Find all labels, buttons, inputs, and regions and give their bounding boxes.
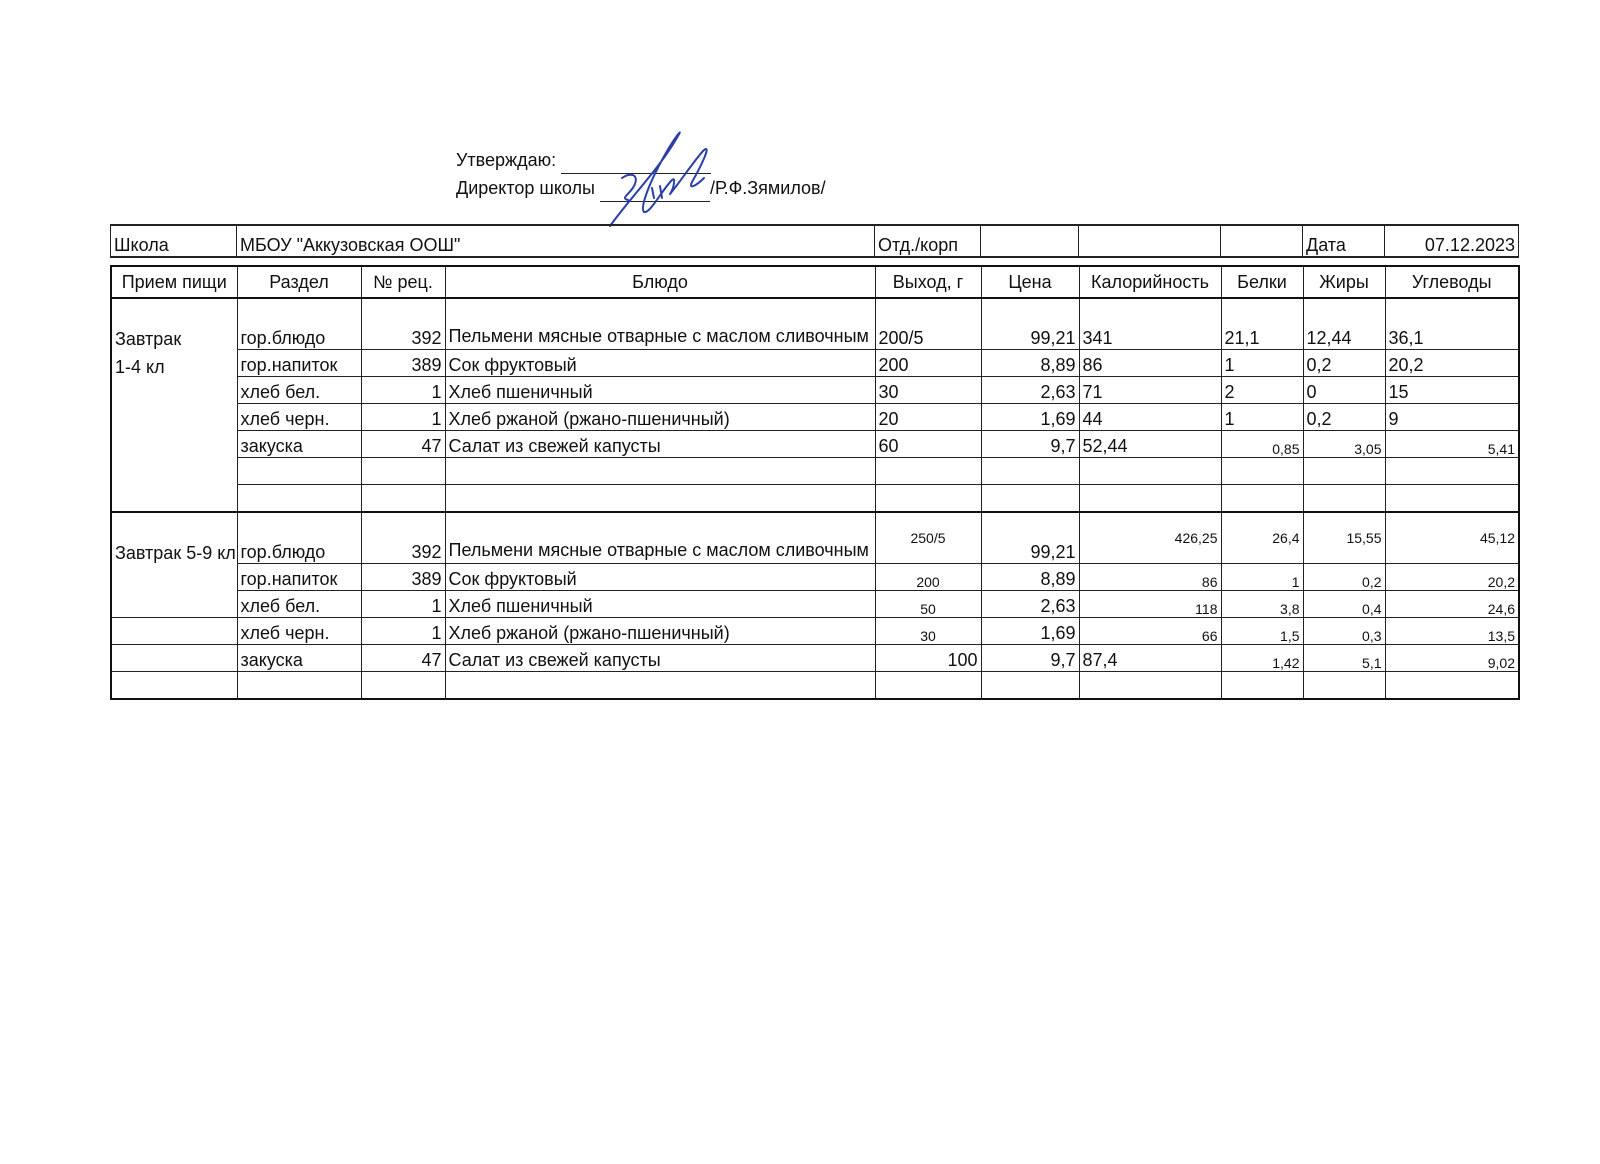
- header-empty-cell: [1221, 225, 1303, 257]
- calories-cell: 87,4: [1079, 645, 1221, 672]
- carbs-cell: 36,1: [1385, 298, 1519, 350]
- col-header: Прием пищи: [111, 266, 237, 298]
- protein-cell: 26,4: [1221, 512, 1303, 564]
- recipe-cell: 1: [361, 404, 445, 431]
- meal-name: Завтрак 1-4 кл: [111, 298, 237, 512]
- fat-cell: 0,2: [1303, 404, 1385, 431]
- recipe-cell: 389: [361, 350, 445, 377]
- col-header: Раздел: [237, 266, 361, 298]
- protein-cell: 1: [1221, 350, 1303, 377]
- col-header: Углеводы: [1385, 266, 1519, 298]
- dish-cell: Сок фруктовый: [445, 350, 875, 377]
- signature-mark: [600, 128, 730, 238]
- protein-cell: 1: [1221, 404, 1303, 431]
- dish-cell: Салат из свежей капусты: [445, 645, 875, 672]
- section-cell: хлеб бел.: [237, 591, 361, 618]
- carbs-cell: 9,02: [1385, 645, 1519, 672]
- date-label: Дата: [1303, 225, 1385, 257]
- dish-cell: Пельмени мясные отварные с маслом сливочным: [445, 512, 875, 564]
- col-header: Калорийность: [1079, 266, 1221, 298]
- empty-row: [111, 458, 1519, 485]
- section-cell: хлеб черн.: [237, 404, 361, 431]
- calories-cell: 71: [1079, 377, 1221, 404]
- dish-cell: Хлеб ржаной (ржано-пшеничный): [445, 404, 875, 431]
- output-cell: 100: [875, 645, 981, 672]
- calories-cell: 44: [1079, 404, 1221, 431]
- section-cell: гор.блюдо: [237, 298, 361, 350]
- dept-value: [981, 225, 1079, 257]
- meal-name: Завтрак 5-9 кл: [111, 512, 237, 618]
- table-row: [111, 431, 1519, 458]
- calories-cell: 52,44: [1079, 431, 1221, 458]
- section-cell: хлеб бел.: [237, 377, 361, 404]
- calories-cell: 66: [1079, 618, 1221, 645]
- table-row: [111, 404, 1519, 431]
- col-header: Цена: [981, 266, 1079, 298]
- protein-cell: 0,85: [1221, 431, 1303, 458]
- table-row: [111, 564, 1519, 591]
- fat-cell: 0,2: [1303, 350, 1385, 377]
- price-cell: 8,89: [981, 350, 1079, 377]
- section-cell: гор.блюдо: [237, 512, 361, 564]
- protein-cell: 1,42: [1221, 645, 1303, 672]
- output-cell: 30: [875, 377, 981, 404]
- output-cell: 200/5: [875, 298, 981, 350]
- dish-cell: Пельмени мясные отварные с маслом сливочным: [445, 298, 875, 350]
- output-cell: 50: [875, 591, 981, 618]
- section-cell: гор.напиток: [237, 350, 361, 377]
- carbs-cell: 45,12: [1385, 512, 1519, 564]
- dish-cell: Салат из свежей капусты: [445, 431, 875, 458]
- col-header: Жиры: [1303, 266, 1385, 298]
- fat-cell: 0,4: [1303, 591, 1385, 618]
- protein-cell: 3,8: [1221, 591, 1303, 618]
- approve-label: Утверждаю:: [456, 150, 557, 170]
- dish-cell: Хлеб пшеничный: [445, 591, 875, 618]
- carbs-cell: 9: [1385, 404, 1519, 431]
- fat-cell: 12,44: [1303, 298, 1385, 350]
- col-header: Выход, г: [875, 266, 981, 298]
- header-table: [110, 224, 1519, 258]
- price-cell: 99,21: [981, 298, 1079, 350]
- director-name: /Р.Ф.Зямилов/: [710, 178, 826, 198]
- dish-cell: Сок фруктовый: [445, 564, 875, 591]
- fat-cell: 0: [1303, 377, 1385, 404]
- recipe-cell: 1: [361, 591, 445, 618]
- calories-cell: 86: [1079, 350, 1221, 377]
- column-header-row: [111, 266, 1519, 298]
- table-row: [111, 618, 1519, 645]
- calories-cell: 341: [1079, 298, 1221, 350]
- price-cell: 8,89: [981, 564, 1079, 591]
- col-header: Белки: [1221, 266, 1303, 298]
- price-cell: 1,69: [981, 618, 1079, 645]
- director-label: Директор школы: [456, 178, 595, 198]
- fat-cell: 0,2: [1303, 564, 1385, 591]
- section-cell: гор.напиток: [237, 564, 361, 591]
- dish-cell: Хлеб пшеничный: [445, 377, 875, 404]
- section-cell: закуска: [237, 645, 361, 672]
- table-row: [111, 350, 1519, 377]
- table-row: [111, 645, 1519, 672]
- price-cell: 1,69: [981, 404, 1079, 431]
- section-cell: хлеб черн.: [237, 618, 361, 645]
- table-row: [111, 377, 1519, 404]
- menu-table: [110, 265, 1520, 700]
- output-cell: 20: [875, 404, 981, 431]
- recipe-cell: 392: [361, 512, 445, 564]
- output-cell: 60: [875, 431, 981, 458]
- fat-cell: 15,55: [1303, 512, 1385, 564]
- section-cell: закуска: [237, 431, 361, 458]
- output-cell: 250/5: [875, 512, 981, 564]
- recipe-cell: 47: [361, 645, 445, 672]
- carbs-cell: 5,41: [1385, 431, 1519, 458]
- recipe-cell: 392: [361, 298, 445, 350]
- header-row: [111, 225, 1519, 257]
- price-cell: 9,7: [981, 645, 1079, 672]
- recipe-cell: 1: [361, 377, 445, 404]
- calories-cell: 426,25: [1079, 512, 1221, 564]
- recipe-cell: 1: [361, 618, 445, 645]
- school-value: МБОУ "Аккузовская ООШ": [237, 225, 875, 257]
- col-header: № рец.: [361, 266, 445, 298]
- header-empty-cell: [1079, 225, 1221, 257]
- price-cell: 2,63: [981, 377, 1079, 404]
- fat-cell: 3,05: [1303, 431, 1385, 458]
- empty-row: [111, 485, 1519, 513]
- table-row: [111, 512, 1519, 564]
- table-row: [111, 298, 1519, 350]
- output-cell: 30: [875, 618, 981, 645]
- recipe-cell: 47: [361, 431, 445, 458]
- price-cell: 99,21: [981, 512, 1079, 564]
- carbs-cell: 20,2: [1385, 350, 1519, 377]
- output-cell: 200: [875, 350, 981, 377]
- protein-cell: 1,5: [1221, 618, 1303, 645]
- date-value: 07.12.2023: [1385, 225, 1519, 257]
- table-row: [111, 591, 1519, 618]
- col-header: Блюдо: [445, 266, 875, 298]
- dept-label: Отд./корп: [875, 225, 981, 257]
- fat-cell: 0,3: [1303, 618, 1385, 645]
- carbs-cell: 24,6: [1385, 591, 1519, 618]
- carbs-cell: 20,2: [1385, 564, 1519, 591]
- meal-empty-cell: [111, 645, 237, 672]
- protein-cell: 1: [1221, 564, 1303, 591]
- price-cell: 9,7: [981, 431, 1079, 458]
- carbs-cell: 13,5: [1385, 618, 1519, 645]
- protein-cell: 21,1: [1221, 298, 1303, 350]
- calories-cell: 118: [1079, 591, 1221, 618]
- output-cell: 200: [875, 564, 981, 591]
- carbs-cell: 15: [1385, 377, 1519, 404]
- fat-cell: 5,1: [1303, 645, 1385, 672]
- meal-empty-cell: [111, 618, 237, 645]
- school-label: Школа: [111, 225, 237, 257]
- price-cell: 2,63: [981, 591, 1079, 618]
- dish-cell: Хлеб ржаной (ржано-пшеничный): [445, 618, 875, 645]
- calories-cell: 86: [1079, 564, 1221, 591]
- empty-row: [111, 672, 1519, 700]
- recipe-cell: 389: [361, 564, 445, 591]
- protein-cell: 2: [1221, 377, 1303, 404]
